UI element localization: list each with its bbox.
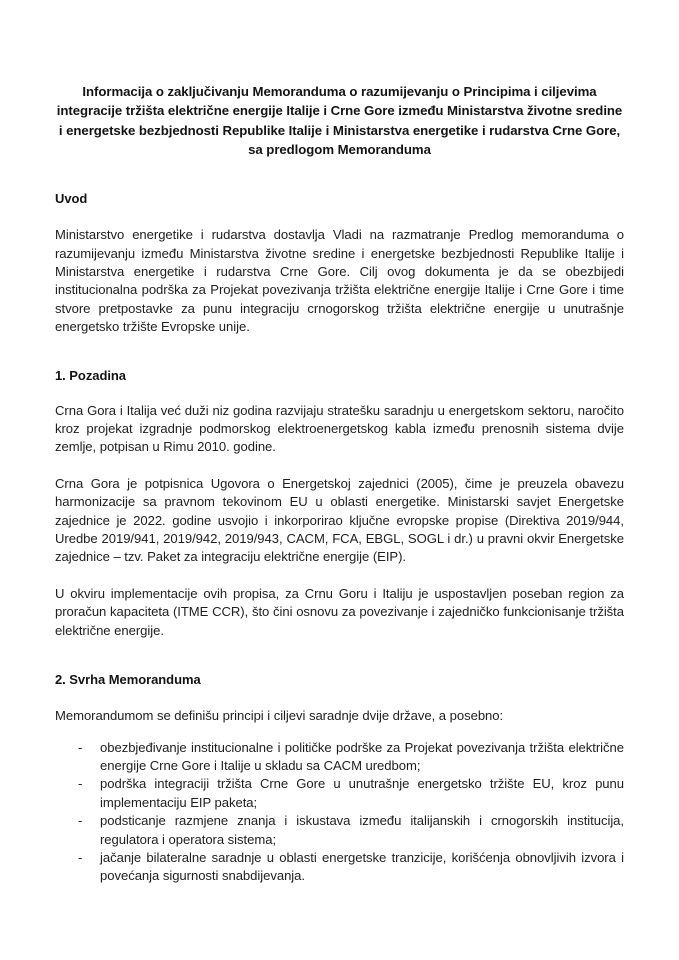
purpose-bullet-list bbox=[55, 739, 624, 886]
list-item bbox=[78, 812, 624, 849]
bullet-dash-icon: - bbox=[78, 813, 83, 829]
list-item-label: obezbjeđivanje institucionalne i političke podrške za Projekat povezivanja tržišta električne energije Crne Gore i Italije u skladu sa CACM uredbom; bbox=[100, 739, 624, 773]
heading-uvod: Uvod bbox=[55, 191, 88, 207]
bullet-dash-icon: - bbox=[78, 849, 83, 865]
list-item bbox=[78, 849, 624, 886]
page-title: Informacija o zaključivanju Memoranduma o razumijevanju o Principima i ciljevima integracije tržišta električne energije Italije i Crne Gore između Ministarstva životne sredine i energetske bezbjednosti Republike Italije i Ministarstva energetike i rudarstva Crne Gore, sa predlogom Memoranduma bbox=[56, 84, 623, 157]
list-item-label: jačanje bilateralne saradnje u oblasti energetske tranzicije, korišćenja obnovljivih izvora i povećanja sigurnosti snabdijevanja. bbox=[100, 849, 624, 884]
bullet-dash-icon: - bbox=[78, 776, 83, 792]
paragraph-svrha-intro: Memorandumom se definišu principi i ciljevi saradnje dvije države, a posebno: bbox=[55, 708, 504, 724]
paragraph-uvod: Ministarstvo energetike i rudarstva dostavlja Vladi na razmatranje Predlog memoranduma o razumijevanju između Ministarstva životne sredine i energetske bezbjednosti Republike Italije i Ministarstva energetike i rudarstva Crne Gore. Cilj ovog dokumenta je da se obezbijedi institucionalna podrška za Projekat povezivanja tržišta električne energije Italije i Crne Gore i time stvore pretpostavke za punu integraciju crnogorskog tržišta električne energije u unutrašnje energetsko tržište Evropske unije. bbox=[55, 227, 624, 335]
list-item-label: podsticanje razmjene znanja i iskustava između italijanskih i crnogorskih institucija, regulatora i operatora sistema; bbox=[100, 813, 624, 847]
paragraph-pozadina-1: Crna Gora i Italija već duži niz godina razvijaju stratešku saradnju u energetskom sektoru, naročito kroz projekat izgradnje podmorskog elektroenergetskog kabla između prenosnih sistema dvije zemlje, potpisan u Rimu 2010. godine. bbox=[55, 402, 624, 455]
list-item bbox=[78, 775, 624, 812]
heading-pozadina: 1. Pozadina bbox=[55, 367, 126, 383]
list-item-label: podrška integraciji tržišta Crne Gore u unutrašnje energetsko tržište EU, kroz punu implementaciju EIP paketa; bbox=[100, 776, 624, 810]
paragraph-pozadina-3: U okviru implementacije ovih propisa, za Crnu Goru i Italiju je uspostavljen poseban region za proračun kapaciteta (ITME CCR), što čini osnovu za povezivanje i zajedničko funkcionisanje tržišta električne energije. bbox=[55, 585, 624, 638]
heading-svrha-memoranduma: 2. Svrha Memoranduma bbox=[55, 672, 201, 688]
paragraph-pozadina-2: Crna Gora je potpisnica Ugovora o Energetskoj zajednici (2005), čime je preuzela obavezu harmonizacije sa pravnom tekovinom EU u oblasti energetike. Ministarski savjet Energetske zajednice je 2022. godine usvojio i inkorporirao ključne evropske propise (Direktiva 2019/944, Uredbe 2019/941, 2019/942, 2019/943, CACM, FCA, EBGL, SOGL i dr.) u pravni okvir Energetske zajednice – tzv. Paket za integraciju električne energije (EIP). bbox=[55, 475, 624, 565]
list-item bbox=[78, 739, 624, 776]
bullet-dash-icon: - bbox=[78, 739, 83, 755]
